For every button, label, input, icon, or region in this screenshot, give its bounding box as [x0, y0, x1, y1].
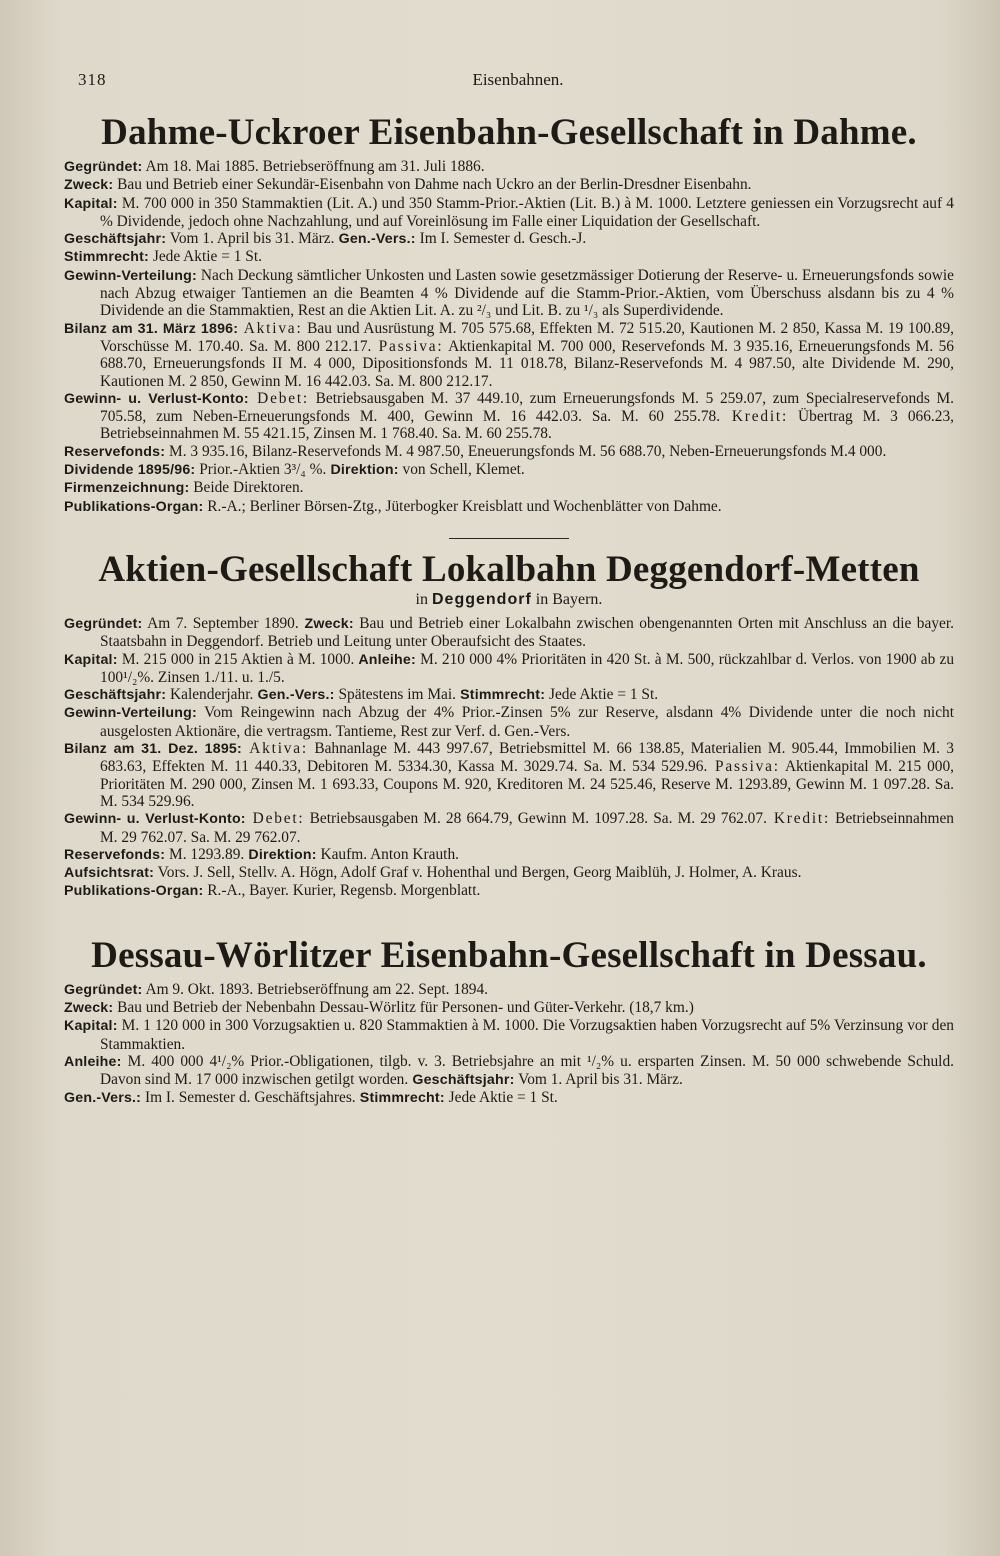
entry-anleihe: Anleihe: M. 400 000 4¹/₂% Prior.-Obligationen, tilgb. v. 3. Betriebsjahre an mit ¹/₂% u. ersparten Zinsen. M. 50 000 schwebende Schuld. Davon sind M. 17 000 inzwischen getilgt worden. Geschäftsjahr: Vom 1. April bis 31. März.: [64, 1052, 954, 1089]
entry-gewinn-verteilung: Gewinn-Verteilung: Vom Reingewinn nach Abzug der 4% Prior.-Zinsen 5% zur Reserve, alsdann 4% Dividende unter die noch nicht ausgelosten Aktionäre, die vertragsm. Tantieme, Rest zur Verf. d. Gen.-Vers.: [64, 704, 954, 740]
entry-gewinn-verlust: Gewinn- u. Verlust-Konto: Debet: Betriebsausgaben M. 28 664.79, Gewinn M. 1097.28. Sa. M. 29 762.07. Kredit: Betriebseinnahmen M. 29 762.07. Sa. M. 29 762.07.: [64, 810, 954, 846]
entry-dividende: Dividende 1895/96: Prior.-Aktien 3³/₄ %. Direktion: von Schell, Klemet.: [64, 461, 525, 479]
section-subtitle: in Deggendorf in Bayern.: [415, 590, 603, 608]
entry-publikations-organ: Publikations-Organ: R.-A., Bayer. Kurier, Regensb. Morgenblatt.: [64, 882, 481, 900]
entry-gewinn-verlust: Gewinn- u. Verlust-Konto: Debet: Betriebsausgaben M. 37 449.10, zum Erneuerungsfonds M. 5 259.07, zum Specialreservefonds M. 705.58, zum Neben-Erneuerungsfonds M. 400, Gewinn M. 16 442.03. Sa. M. 60 255.78. Kredit: Übertrag M. 3 066.23, Betriebseinnahmen M. 55 421.15, Zinsen M. 1 768.40. Sa. M. 60 255.78.: [64, 389, 954, 443]
entry-gewinn-verteilung: Gewinn-Verteilung: Nach Deckung sämtlicher Unkosten und Lasten sowie gesetzmässiger Dotierung der Reserve- u. Erneuerungsfonds sowie nach Abzug etwaiger Tantiemen an die Beamten 4 % Dividende auf die Stamm-Prior.-Aktien, vom Überschuss alsdann bis zu 4 % Dividende an die Stammaktien, Rest an die Aktien Lit. A. zu ²/₃ und Lit. B. zu ¹/₃ als Superdividende.: [64, 266, 954, 320]
entry-bilanz: Bilanz am 31. März 1896: Aktiva: Bau und Ausrüstung M. 705 575.68, Effekten M. 72 515.20, Kautionen M. 2 850, Kassa M. 19 100.89, Vorschüsse M. 170.40. Sa. M. 800 212.17. Passiva: Aktienkapital M. 700 000, Reservefonds M. 3 935.16, Erneuerungsfonds M. 56 688.70, Erneuerungsfonds II M. 4 000, Dipositionsfonds M. 11 018.78, Bilanz-Reservefonds M. 4 987.50, alte Dividende M. 290, Kautionen M. 2 850, Gewinn M. 16 442.03. Sa. M. 800 212.17.: [64, 319, 955, 390]
page-content: [64, 112, 954, 1108]
entry-zweck: Zweck: Bau und Betrieb einer Sekundär-Eisenbahn von Dahme nach Uckro an der Berlin-Dresdner Eisenbahn.: [64, 176, 752, 194]
section-deggendorf-metten: [64, 549, 954, 901]
entry-stimmrecht: Stimmrecht: Jede Aktie = 1 St.: [64, 248, 262, 266]
entry-firmenzeichnung: Firmenzeichnung: Beide Direktoren.: [64, 479, 304, 497]
section-dahme-uckroer: [64, 112, 954, 516]
entry-kapital: Kapital: M. 1 120 000 in 300 Vorzugsaktien u. 820 Stammaktien à M. 1000. Die Vorzugsaktien haben Vorzugsrecht auf 5% Verzinsung vor den Stammaktien.: [64, 1017, 954, 1053]
entry-gegruendet: Gegründet: Am 9. Okt. 1893. Betriebseröffnung am 22. Sept. 1894.: [64, 980, 488, 998]
section-divider: [449, 538, 569, 539]
section-title: Dahme-Uckroer Eisenbahn-Gesellschaft in Dahme.: [101, 112, 917, 153]
entry-bilanz: Bilanz am 31. Dez. 1895: Aktiva: Bahnanlage M. 443 997.67, Betriebsmittel M. 66 138.85, Materialien M. 905.44, Immobilien M. 3 683.63, Effekten M. 11 440.33, Debitoren M. 5334.30, Kassa M. 3029.74. Sa. M. 534 529.96. Passiva: Aktienkapital M. 215 000, Prioritäten M. 290 000, Zinsen M. 1 693.33, Coupons M. 920, Kreditoren M. 24 525.46, Reserve M. 1293.89, Gewinn M. 1 097.28. Sa. M. 534 529.96.: [64, 740, 954, 810]
entry-kapital: Kapital: M. 215 000 in 215 Aktien à M. 1000. Anleihe: M. 210 000 4% Prioritäten in 420 St. à M. 500, rückzahlbar d. Verlos. von 1900 ab zu 100¹/₂%. Zinsen 1./11. u. 1./5.: [64, 650, 955, 686]
entry-reservefonds: Reservefonds: M. 3 935.16, Bilanz-Reservefonds M. 4 987.50, Eneuerungsfonds M. 56 688.70, Neben-Erneuerungsfonds M.4 000.: [64, 442, 887, 460]
running-title: Eisenbahnen.: [472, 70, 564, 89]
entry-zweck: Zweck: Bau und Betrieb der Nebenbahn Dessau-Wörlitz für Personen- und Güter-Verkehr. (18,7 km.): [64, 998, 694, 1016]
entry-kapital: Kapital: M. 700 000 in 350 Stammaktien (Lit. A.) und 350 Stamm-Prior.-Aktien (Lit. B.) à M. 1000. Letztere geniessen ein Vorzugsrecht auf 4 % Dividende, jedoch ohne Nachzahlung, und auf Voreinlösung im Falle einer Liquidation der Gesellschaft.: [64, 194, 954, 230]
page-number: 318: [78, 70, 107, 89]
entry-gen-vers: Gen.-Vers.: Im I. Semester d. Geschäftsjahres. Stimmrecht: Jede Aktie = 1 St.: [64, 1089, 558, 1107]
section-title: Aktien-Gesellschaft Lokalbahn Deggendorf-Metten: [98, 548, 920, 590]
entry-geschaeftsjahr: Geschäftsjahr: Vom 1. April bis 31. März. Gen.-Vers.: Im I. Semester d. Gesch.-J.: [64, 230, 587, 248]
section-title: Dessau-Wörlitzer Eisenbahn-Gesellschaft in Dessau.: [91, 934, 927, 976]
entry-reservefonds: Reservefonds: M. 1293.89. Direktion: Kaufm. Anton Krauth.: [64, 845, 459, 863]
entry-geschaeftsjahr: Geschäftsjahr: Kalenderjahr. Gen.-Vers.: Spätestens im Mai. Stimmrecht: Jede Aktie = 1 St.: [64, 686, 659, 704]
entry-aufsichtsrat: Aufsichtsrat: Vors. J. Sell, Stellv. A. Högn, Adolf Graf v. Hohenthal und Bergen, Georg Maiblüh, J. Holmer, A. Kraus.: [64, 864, 802, 882]
entry-publikations-organ: Publikations-Organ: R.-A.; Berliner Börsen-Ztg., Jüterbogker Kreisblatt und Wochenblätter von Dahme.: [64, 497, 722, 515]
section-dessau-woerlitzer: [64, 935, 954, 1108]
entry-gegruendet: Gegründet: Am 7. September 1890. Zweck: Bau und Betrieb einer Lokalbahn zwischen obengenannten Orten mit Anschluss an die bayer. Staatsbahn in Deggendorf. Betrieb und Leitung unter Oberaufsicht des Staates.: [64, 614, 954, 651]
entry-gegruendet: Gegründet: Am 18. Mai 1885. Betriebseröffnung am 31. Juli 1886.: [64, 158, 485, 175]
